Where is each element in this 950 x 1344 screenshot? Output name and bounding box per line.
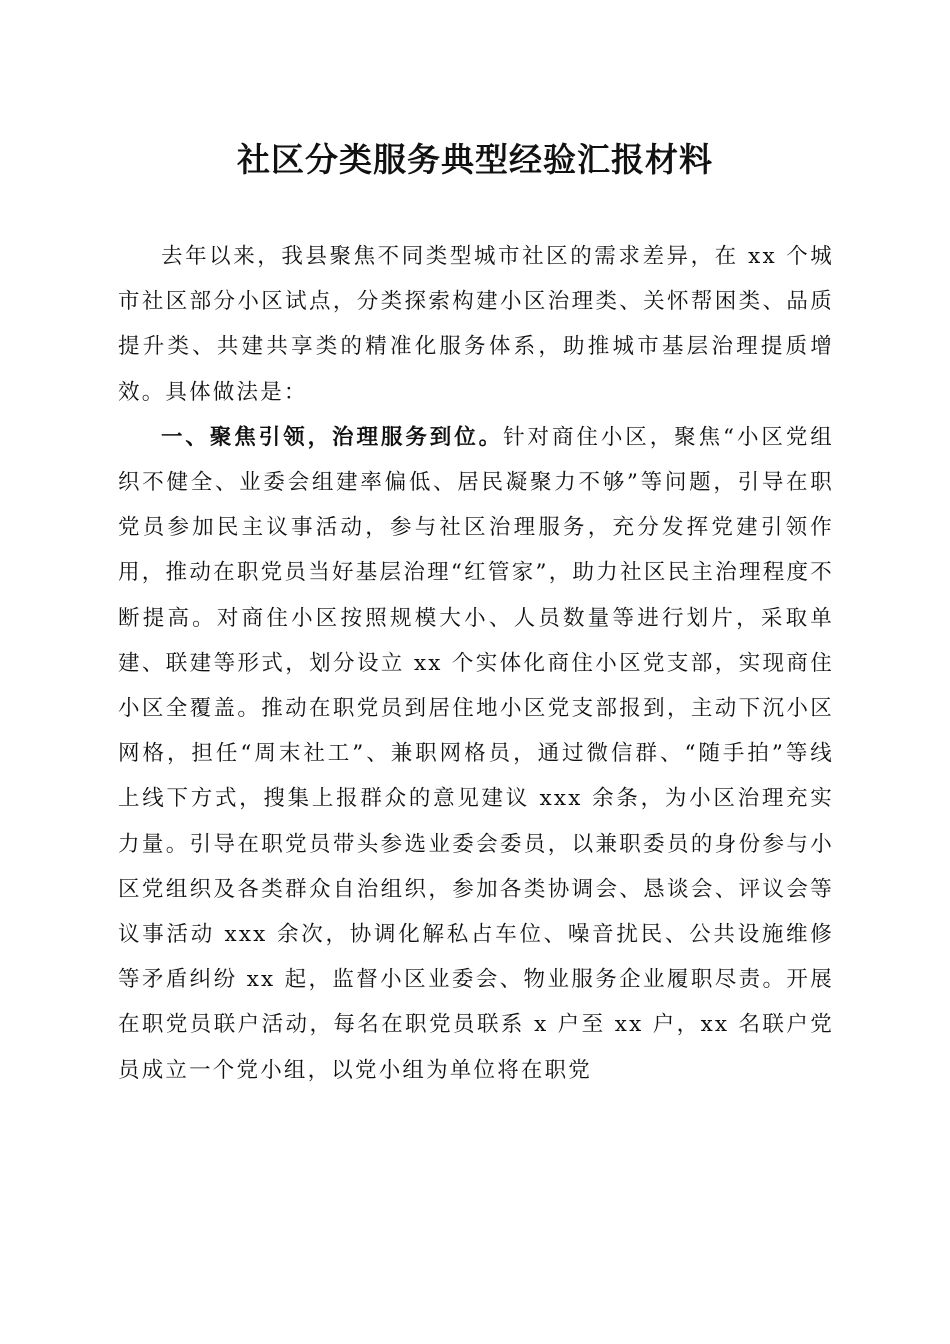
intro-paragraph (118, 234, 834, 415)
section-one-paragraph (118, 415, 834, 1093)
section-one-heading: 一、聚焦引领，治理服务到位。 (161, 424, 504, 450)
document-title: 社区分类服务典型经验汇报材料 (237, 140, 713, 179)
document-body (118, 234, 834, 1093)
section-one-text: 针对商住小区，聚焦“小区党组织不健全、业委会组建率偏低、居民凝聚力不够”等问题，引导在职党员参加民主议事活动，参与社区治理服务，充分发挥党建引领作用，推动在职党员当好基层治理“红管家”，助力社区民主治理程度不断提高。对商住小区按照规模大小、人员数量等进行划片，采取单建、联建等形式，划分设立 xx 个实体化商住小区党支部，实现商住小区全覆盖。推动在职党员到居住地小区党支部报到，主动下沉小区网格，担任“周末社工”、兼职网格员，通过微信群、“随手拍”等线上线下方式，搜集上报群众的意见建议 xxx 余条，为小区治理充实力量。引导在职党员带头参选业委会委员，以兼职委员的身份参与小区党组织及各类群众自治组织，参加各类协调会、恳谈会、评议会等议事活动 xxx 余次，协调化解私占车位、噪音扰民、公共设施维修等矛盾纠纷 xx 起，监督小区业委会、物业服务企业履职尽责。开展在职党员联户活动，每名在职党员联系 x 户至 xx 户，xx 名联户党员成立一个党小组，以党小组为单位将在职党 (118, 424, 834, 1083)
intro-paragraph-text: 去年以来，我县聚焦不同类型城市社区的需求差异，在 xx 个城市社区部分小区试点，分类探索构建小区治理类、关怀帮困类、品质提升类、共建共享类的精准化服务体系，助推城市基层治理提质增效。具体做法是： (118, 244, 834, 405)
